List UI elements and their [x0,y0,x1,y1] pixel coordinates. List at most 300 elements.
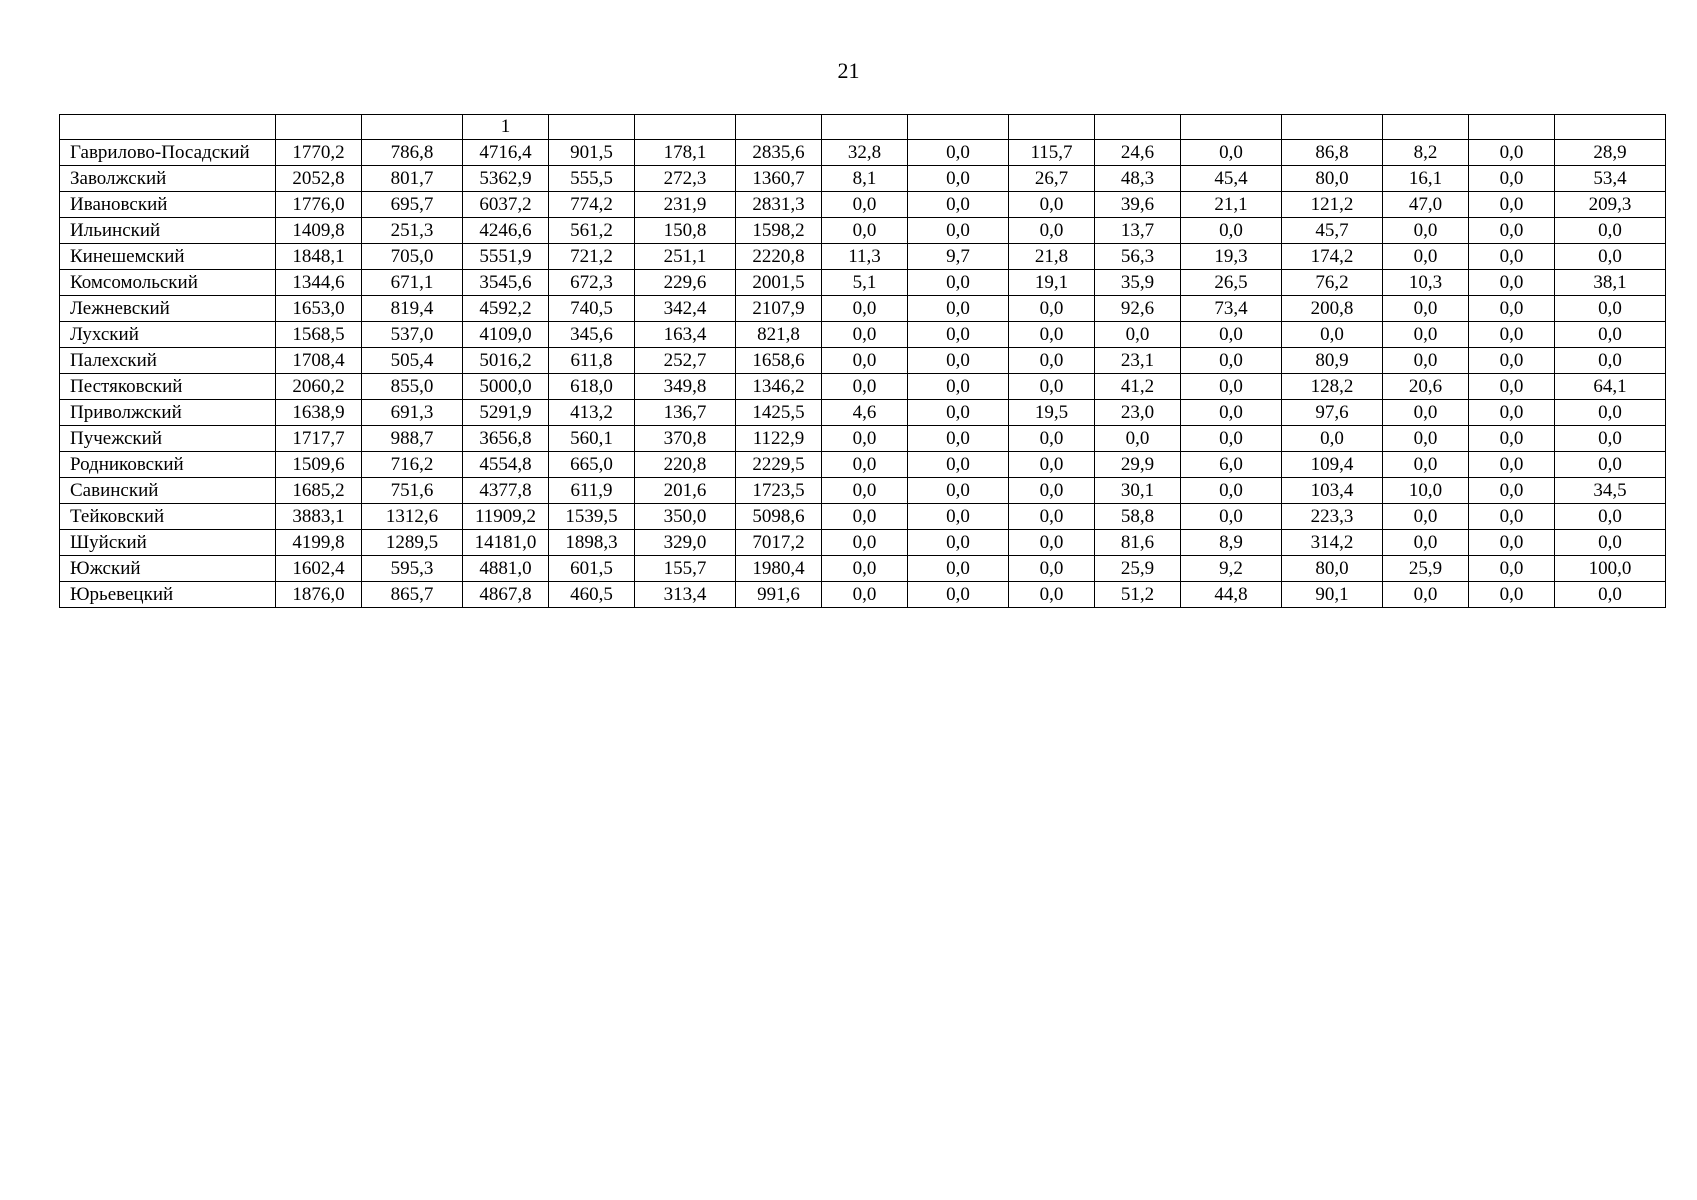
value-cell: 0,0 [908,582,1009,608]
value-cell: 0,0 [1009,504,1095,530]
value-cell: 80,9 [1282,348,1383,374]
value-cell: 5,1 [822,270,908,296]
value-cell: 460,5 [549,582,635,608]
value-cell: 0,0 [822,452,908,478]
column-number-cell [1009,115,1095,140]
value-cell: 0,0 [1095,322,1181,348]
value-cell: 691,3 [362,400,463,426]
value-cell: 251,3 [362,218,463,244]
value-cell: 2001,5 [736,270,822,296]
value-cell: 0,0 [1555,322,1666,348]
value-cell: 786,8 [362,140,463,166]
value-cell: 0,0 [1282,426,1383,452]
column-number-cell [822,115,908,140]
district-name-cell: Пестяковский [60,374,276,400]
value-cell: 1980,4 [736,556,822,582]
table-row [60,478,1666,504]
value-cell: 611,8 [549,348,635,374]
value-cell: 0,0 [1009,452,1095,478]
data-table [59,114,1666,608]
value-cell: 174,2 [1282,244,1383,270]
value-cell: 178,1 [635,140,736,166]
value-cell: 1568,5 [276,322,362,348]
value-cell: 201,6 [635,478,736,504]
value-cell: 370,8 [635,426,736,452]
value-cell: 76,2 [1282,270,1383,296]
value-cell: 2060,2 [276,374,362,400]
value-cell: 223,3 [1282,504,1383,530]
value-cell: 0,0 [908,426,1009,452]
value-cell: 0,0 [908,218,1009,244]
value-cell: 39,6 [1095,192,1181,218]
value-cell: 21,8 [1009,244,1095,270]
value-cell: 0,0 [822,374,908,400]
district-name-cell: Приволжский [60,400,276,426]
value-cell: 855,0 [362,374,463,400]
value-cell: 314,2 [1282,530,1383,556]
value-cell: 329,0 [635,530,736,556]
table-row [60,244,1666,270]
value-cell: 1653,0 [276,296,362,322]
value-cell: 665,0 [549,452,635,478]
value-cell: 0,0 [1383,530,1469,556]
district-name-cell: Тейковский [60,504,276,530]
value-cell: 0,0 [1009,556,1095,582]
district-name-cell: Лежневский [60,296,276,322]
value-cell: 413,2 [549,400,635,426]
value-cell: 6037,2 [463,192,549,218]
value-cell: 45,7 [1282,218,1383,244]
value-cell: 3656,8 [463,426,549,452]
value-cell: 5362,9 [463,166,549,192]
value-cell: 1344,6 [276,270,362,296]
value-cell: 1848,1 [276,244,362,270]
value-cell: 0,0 [908,556,1009,582]
table-row [60,582,1666,608]
table-row [60,166,1666,192]
value-cell: 0,0 [1009,322,1095,348]
value-cell: 0,0 [1009,348,1095,374]
value-cell: 0,0 [822,530,908,556]
value-cell: 0,0 [822,426,908,452]
value-cell: 272,3 [635,166,736,192]
value-cell: 29,9 [1095,452,1181,478]
value-cell: 45,4 [1181,166,1282,192]
value-cell: 1539,5 [549,504,635,530]
column-number-cell [1095,115,1181,140]
district-name-cell: Гаврилово-Посадский [60,140,276,166]
value-cell: 1658,6 [736,348,822,374]
district-name-cell: Пучежский [60,426,276,452]
value-cell: 505,4 [362,348,463,374]
value-cell: 0,0 [1469,556,1555,582]
value-cell: 1898,3 [549,530,635,556]
page-number: 21 [837,58,860,83]
value-cell: 4867,8 [463,582,549,608]
value-cell: 313,4 [635,582,736,608]
value-cell: 0,0 [1009,426,1095,452]
value-cell: 5016,2 [463,348,549,374]
value-cell: 11909,2 [463,504,549,530]
value-cell: 0,0 [1009,192,1095,218]
value-cell: 136,7 [635,400,736,426]
value-cell: 595,3 [362,556,463,582]
value-cell: 0,0 [1469,192,1555,218]
value-cell: 611,9 [549,478,635,504]
value-cell: 991,6 [736,582,822,608]
value-cell: 1509,6 [276,452,362,478]
value-cell: 163,4 [635,322,736,348]
value-cell: 9,2 [1181,556,1282,582]
value-cell: 5291,9 [463,400,549,426]
value-cell: 1360,7 [736,166,822,192]
value-cell: 0,0 [1383,322,1469,348]
value-cell: 115,7 [1009,140,1095,166]
value-cell: 0,0 [1383,504,1469,530]
value-cell: 0,0 [908,400,1009,426]
value-cell: 345,6 [549,322,635,348]
value-cell: 349,8 [635,374,736,400]
value-cell: 0,0 [1555,452,1666,478]
value-cell: 13,7 [1095,218,1181,244]
value-cell: 901,5 [549,140,635,166]
district-name-cell: Кинешемский [60,244,276,270]
column-number-cell [1469,115,1555,140]
value-cell: 1876,0 [276,582,362,608]
table-row [60,400,1666,426]
value-cell: 988,7 [362,426,463,452]
value-cell: 8,9 [1181,530,1282,556]
value-cell: 0,0 [822,322,908,348]
value-cell: 47,0 [1383,192,1469,218]
value-cell: 34,5 [1555,478,1666,504]
value-cell: 53,4 [1555,166,1666,192]
value-cell: 3883,1 [276,504,362,530]
value-cell: 716,2 [362,452,463,478]
table-row [60,530,1666,556]
value-cell: 1776,0 [276,192,362,218]
value-cell: 0,0 [1383,296,1469,322]
value-cell: 0,0 [1095,426,1181,452]
value-cell: 8,2 [1383,140,1469,166]
value-cell: 0,0 [822,192,908,218]
value-cell: 0,0 [822,348,908,374]
district-name-cell: Шуйский [60,530,276,556]
value-cell: 24,6 [1095,140,1181,166]
value-cell: 672,3 [549,270,635,296]
value-cell: 0,0 [1383,244,1469,270]
value-cell: 0,0 [1181,348,1282,374]
value-cell: 0,0 [908,478,1009,504]
table-row [60,374,1666,400]
value-cell: 0,0 [1555,582,1666,608]
value-cell: 150,8 [635,218,736,244]
column-number-cell [1555,115,1666,140]
value-cell: 0,0 [1181,322,1282,348]
table-row [60,556,1666,582]
value-cell: 555,5 [549,166,635,192]
table-row [60,218,1666,244]
value-cell: 0,0 [1469,348,1555,374]
value-cell: 740,5 [549,296,635,322]
column-number-cell [60,115,276,140]
table-row [60,192,1666,218]
value-cell: 0,0 [1469,452,1555,478]
value-cell: 0,0 [1181,478,1282,504]
value-cell: 26,5 [1181,270,1282,296]
value-cell: 100,0 [1555,556,1666,582]
column-number-cell [1383,115,1469,140]
value-cell: 350,0 [635,504,736,530]
value-cell: 41,2 [1095,374,1181,400]
value-cell: 0,0 [1469,374,1555,400]
value-cell: 1770,2 [276,140,362,166]
value-cell: 209,3 [1555,192,1666,218]
value-cell: 801,7 [362,166,463,192]
value-cell: 0,0 [908,296,1009,322]
district-name-cell: Ивановский [60,192,276,218]
column-number-cell [1181,115,1282,140]
value-cell: 0,0 [1383,348,1469,374]
value-cell: 81,6 [1095,530,1181,556]
value-cell: 200,8 [1282,296,1383,322]
district-name-cell: Южский [60,556,276,582]
value-cell: 19,3 [1181,244,1282,270]
value-cell: 73,4 [1181,296,1282,322]
value-cell: 10,0 [1383,478,1469,504]
value-cell: 0,0 [822,296,908,322]
value-cell: 774,2 [549,192,635,218]
value-cell: 4246,6 [463,218,549,244]
value-cell: 0,0 [1181,140,1282,166]
value-cell: 6,0 [1181,452,1282,478]
value-cell: 2107,9 [736,296,822,322]
value-cell: 601,5 [549,556,635,582]
value-cell: 2052,8 [276,166,362,192]
value-cell: 1409,8 [276,218,362,244]
value-cell: 0,0 [1469,244,1555,270]
value-cell: 80,0 [1282,166,1383,192]
table-row [60,504,1666,530]
value-cell: 0,0 [822,218,908,244]
value-cell: 0,0 [822,556,908,582]
value-cell: 0,0 [1469,296,1555,322]
value-cell: 1602,4 [276,556,362,582]
value-cell: 1723,5 [736,478,822,504]
column-number-cell [276,115,362,140]
value-cell: 0,0 [908,270,1009,296]
value-cell: 5000,0 [463,374,549,400]
table-row [60,322,1666,348]
value-cell: 229,6 [635,270,736,296]
value-cell: 51,2 [1095,582,1181,608]
value-cell: 155,7 [635,556,736,582]
value-cell: 4716,4 [463,140,549,166]
value-cell: 1717,7 [276,426,362,452]
value-cell: 0,0 [908,374,1009,400]
value-cell: 2220,8 [736,244,822,270]
table-header-row [60,115,1666,140]
value-cell: 865,7 [362,582,463,608]
value-cell: 19,5 [1009,400,1095,426]
value-cell: 695,7 [362,192,463,218]
value-cell: 25,9 [1095,556,1181,582]
column-number-cell [736,115,822,140]
value-cell: 86,8 [1282,140,1383,166]
value-cell: 0,0 [1469,582,1555,608]
value-cell: 0,0 [1009,530,1095,556]
value-cell: 38,1 [1555,270,1666,296]
value-cell: 0,0 [1009,218,1095,244]
value-cell: 128,2 [1282,374,1383,400]
value-cell: 4,6 [822,400,908,426]
value-cell: 4377,8 [463,478,549,504]
value-cell: 1708,4 [276,348,362,374]
value-cell: 560,1 [549,426,635,452]
value-cell: 342,4 [635,296,736,322]
value-cell: 537,0 [362,322,463,348]
value-cell: 25,9 [1383,556,1469,582]
value-cell: 9,7 [908,244,1009,270]
value-cell: 0,0 [908,530,1009,556]
value-cell: 705,0 [362,244,463,270]
column-number-cell [635,115,736,140]
value-cell: 103,4 [1282,478,1383,504]
value-cell: 0,0 [1282,322,1383,348]
table-row [60,270,1666,296]
value-cell: 1312,6 [362,504,463,530]
value-cell: 0,0 [1555,530,1666,556]
value-cell: 0,0 [1469,166,1555,192]
value-cell: 751,6 [362,478,463,504]
value-cell: 0,0 [1555,426,1666,452]
value-cell: 1289,5 [362,530,463,556]
district-name-cell: Ильинский [60,218,276,244]
value-cell: 0,0 [1383,452,1469,478]
value-cell: 231,9 [635,192,736,218]
value-cell: 1638,9 [276,400,362,426]
value-cell: 0,0 [1469,504,1555,530]
value-cell: 0,0 [1181,400,1282,426]
value-cell: 220,8 [635,452,736,478]
district-name-cell: Заволжский [60,166,276,192]
value-cell: 30,1 [1095,478,1181,504]
value-cell: 1685,2 [276,478,362,504]
value-cell: 0,0 [1469,426,1555,452]
value-cell: 44,8 [1181,582,1282,608]
value-cell: 0,0 [1009,582,1095,608]
column-number-cell [362,115,463,140]
value-cell: 0,0 [1383,426,1469,452]
value-cell: 0,0 [908,504,1009,530]
table-row [60,140,1666,166]
value-cell: 0,0 [1469,530,1555,556]
value-cell: 92,6 [1095,296,1181,322]
value-cell: 64,1 [1555,374,1666,400]
value-cell: 0,0 [822,582,908,608]
district-name-cell: Палехский [60,348,276,374]
value-cell: 3545,6 [463,270,549,296]
value-cell: 0,0 [1181,218,1282,244]
value-cell: 4554,8 [463,452,549,478]
value-cell: 0,0 [1469,218,1555,244]
value-cell: 0,0 [1555,244,1666,270]
value-cell: 21,1 [1181,192,1282,218]
value-cell: 19,1 [1009,270,1095,296]
district-name-cell: Комсомольский [60,270,276,296]
value-cell: 109,4 [1282,452,1383,478]
value-cell: 0,0 [1009,296,1095,322]
value-cell: 0,0 [1469,270,1555,296]
value-cell: 0,0 [1009,374,1095,400]
value-cell: 0,0 [1555,218,1666,244]
value-cell: 0,0 [1181,374,1282,400]
value-cell: 4881,0 [463,556,549,582]
column-number-cell [908,115,1009,140]
value-cell: 23,0 [1095,400,1181,426]
value-cell: 2831,3 [736,192,822,218]
district-name-cell: Юрьевецкий [60,582,276,608]
value-cell: 0,0 [1383,582,1469,608]
value-cell: 5098,6 [736,504,822,530]
value-cell: 2835,6 [736,140,822,166]
value-cell: 16,1 [1383,166,1469,192]
value-cell: 121,2 [1282,192,1383,218]
value-cell: 32,8 [822,140,908,166]
value-cell: 8,1 [822,166,908,192]
value-cell: 0,0 [908,140,1009,166]
value-cell: 0,0 [1555,348,1666,374]
district-name-cell: Родниковский [60,452,276,478]
value-cell: 1122,9 [736,426,822,452]
value-cell: 821,8 [736,322,822,348]
value-cell: 90,1 [1282,582,1383,608]
value-cell: 0,0 [1555,504,1666,530]
table-row [60,348,1666,374]
value-cell: 35,9 [1095,270,1181,296]
value-cell: 0,0 [1181,426,1282,452]
column-number-cell: 1 [463,115,549,140]
value-cell: 0,0 [822,478,908,504]
district-name-cell: Лухский [60,322,276,348]
value-cell: 26,7 [1009,166,1095,192]
table-row [60,452,1666,478]
value-cell: 721,2 [549,244,635,270]
value-cell: 0,0 [1555,296,1666,322]
district-name-cell: Савинский [60,478,276,504]
value-cell: 11,3 [822,244,908,270]
value-cell: 1346,2 [736,374,822,400]
value-cell: 561,2 [549,218,635,244]
value-cell: 23,1 [1095,348,1181,374]
value-cell: 0,0 [822,504,908,530]
column-number-cell [1282,115,1383,140]
value-cell: 0,0 [908,192,1009,218]
value-cell: 28,9 [1555,140,1666,166]
value-cell: 819,4 [362,296,463,322]
value-cell: 0,0 [1555,400,1666,426]
value-cell: 7017,2 [736,530,822,556]
table-row [60,296,1666,322]
value-cell: 252,7 [635,348,736,374]
value-cell: 20,6 [1383,374,1469,400]
value-cell: 671,1 [362,270,463,296]
value-cell: 1425,5 [736,400,822,426]
value-cell: 5551,9 [463,244,549,270]
value-cell: 0,0 [1383,218,1469,244]
value-cell: 0,0 [1181,504,1282,530]
value-cell: 56,3 [1095,244,1181,270]
